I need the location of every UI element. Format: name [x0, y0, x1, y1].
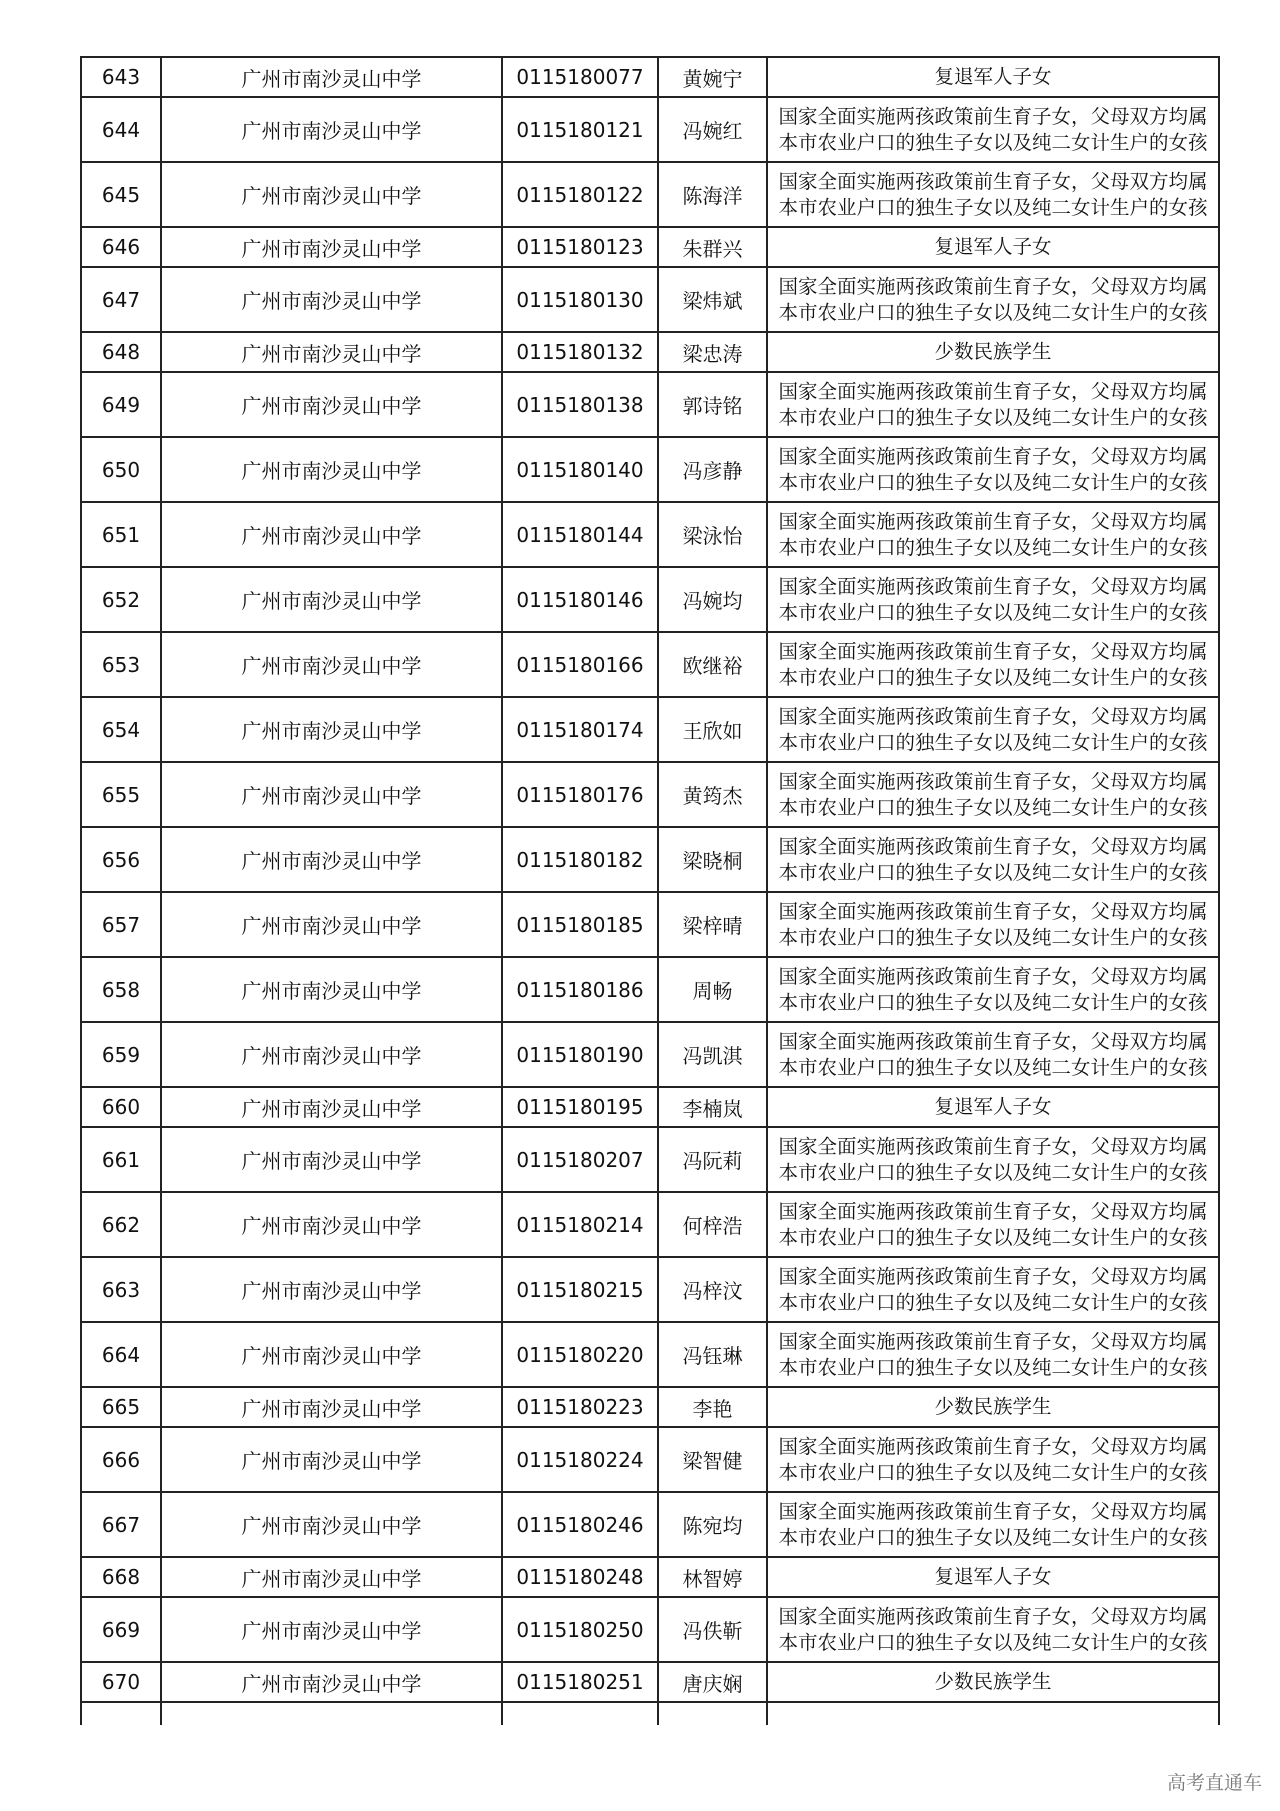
table-row — [81, 892, 1219, 957]
eligibility-category — [767, 1127, 1219, 1192]
eligibility-category — [767, 762, 1219, 827]
table-row — [81, 762, 1219, 827]
school-name: 广州市南沙灵山中学 — [161, 1427, 502, 1492]
school-name: 广州市南沙灵山中学 — [161, 1192, 502, 1257]
row-number: 659 — [81, 1022, 161, 1087]
student-name: 梁炜斌 — [658, 267, 767, 332]
table-row — [81, 372, 1219, 437]
eligibility-category-line: 本市农业户口的独生子女以及纯二女计生户的女孩 — [778, 470, 1208, 494]
row-number: 657 — [81, 892, 161, 957]
school-name: 广州市南沙灵山中学 — [161, 1322, 502, 1387]
table-row — [81, 1492, 1219, 1557]
watermark: 高考直通车 — [1166, 1772, 1262, 1794]
table-row — [81, 567, 1219, 632]
table-row — [81, 1087, 1219, 1127]
student-id: 0115180130 — [502, 267, 658, 332]
row-number: 664 — [81, 1322, 161, 1387]
row-number: 670 — [81, 1662, 161, 1702]
school-name: 广州市南沙灵山中学 — [161, 1387, 502, 1427]
student-name: 唐庆娴 — [658, 1662, 767, 1702]
empty-cell — [502, 1702, 658, 1725]
row-number: 655 — [81, 762, 161, 827]
student-id: 0115180166 — [502, 632, 658, 697]
eligibility-category-line: 本市农业户口的独生子女以及纯二女计生户的女孩 — [778, 665, 1208, 689]
eligibility-category — [767, 372, 1219, 437]
eligibility-category-line: 本市农业户口的独生子女以及纯二女计生户的女孩 — [778, 1225, 1208, 1249]
row-number: 647 — [81, 267, 161, 332]
student-name: 黄婉宁 — [658, 57, 767, 97]
student-id: 0115180250 — [502, 1597, 658, 1662]
student-name: 李艳 — [658, 1387, 767, 1427]
table-body — [81, 57, 1219, 1725]
school-name: 广州市南沙灵山中学 — [161, 1087, 502, 1127]
table-row — [81, 1192, 1219, 1257]
table-row — [81, 1127, 1219, 1192]
eligibility-category-line: 国家全面实施两孩政策前生育子女，父母双方均属 — [778, 1199, 1208, 1223]
table-row — [81, 827, 1219, 892]
student-name: 黄筠杰 — [658, 762, 767, 827]
student-name: 冯佚靳 — [658, 1597, 767, 1662]
student-id: 0115180185 — [502, 892, 658, 957]
eligibility-category — [767, 1192, 1219, 1257]
table-row — [81, 57, 1219, 97]
student-id: 0115180214 — [502, 1192, 658, 1257]
student-name: 陈宛均 — [658, 1492, 767, 1557]
eligibility-category-line: 本市农业户口的独生子女以及纯二女计生户的女孩 — [778, 795, 1208, 819]
student-id: 0115180215 — [502, 1257, 658, 1322]
school-name: 广州市南沙灵山中学 — [161, 1257, 502, 1322]
school-name: 广州市南沙灵山中学 — [161, 502, 502, 567]
eligibility-category — [767, 697, 1219, 762]
school-name: 广州市南沙灵山中学 — [161, 437, 502, 502]
eligibility-category-line: 国家全面实施两孩政策前生育子女，父母双方均属 — [778, 1264, 1208, 1288]
eligibility-category-line: 本市农业户口的独生子女以及纯二女计生户的女孩 — [778, 1290, 1208, 1314]
eligibility-category-line: 少数民族学生 — [934, 340, 1052, 363]
row-number: 667 — [81, 1492, 161, 1557]
table-row — [81, 1387, 1219, 1427]
table-row — [81, 332, 1219, 372]
eligibility-category-line: 国家全面实施两孩政策前生育子女，父母双方均属 — [778, 104, 1208, 128]
table-row — [81, 697, 1219, 762]
admission-list-table-container — [80, 56, 1208, 1725]
student-id: 0115180174 — [502, 697, 658, 762]
eligibility-category-line: 本市农业户口的独生子女以及纯二女计生户的女孩 — [778, 535, 1208, 559]
student-id: 0115180220 — [502, 1322, 658, 1387]
school-name: 广州市南沙灵山中学 — [161, 697, 502, 762]
student-name: 冯钰琳 — [658, 1322, 767, 1387]
eligibility-category — [767, 1322, 1219, 1387]
school-name: 广州市南沙灵山中学 — [161, 892, 502, 957]
eligibility-category-line: 本市农业户口的独生子女以及纯二女计生户的女孩 — [778, 925, 1208, 949]
school-name: 广州市南沙灵山中学 — [161, 1557, 502, 1597]
row-number: 648 — [81, 332, 161, 372]
school-name: 广州市南沙灵山中学 — [161, 1662, 502, 1702]
eligibility-category-line: 本市农业户口的独生子女以及纯二女计生户的女孩 — [778, 1160, 1208, 1184]
eligibility-category-line: 复退军人子女 — [934, 1565, 1052, 1588]
school-name: 广州市南沙灵山中学 — [161, 97, 502, 162]
table-row — [81, 1662, 1219, 1702]
eligibility-category — [767, 1597, 1219, 1662]
table-row — [81, 632, 1219, 697]
empty-cell — [81, 1702, 161, 1725]
table-row — [81, 97, 1219, 162]
eligibility-category-line: 本市农业户口的独生子女以及纯二女计生户的女孩 — [778, 1460, 1208, 1484]
school-name: 广州市南沙灵山中学 — [161, 57, 502, 97]
student-name: 王欣如 — [658, 697, 767, 762]
eligibility-category — [767, 502, 1219, 567]
student-id: 0115180140 — [502, 437, 658, 502]
school-name: 广州市南沙灵山中学 — [161, 1127, 502, 1192]
eligibility-category-line: 国家全面实施两孩政策前生育子女，父母双方均属 — [778, 704, 1208, 728]
table-row — [81, 1557, 1219, 1597]
student-name: 何梓浩 — [658, 1192, 767, 1257]
row-number: 663 — [81, 1257, 161, 1322]
student-name: 冯彦静 — [658, 437, 767, 502]
row-number: 665 — [81, 1387, 161, 1427]
student-id: 0115180182 — [502, 827, 658, 892]
eligibility-category-line: 国家全面实施两孩政策前生育子女，父母双方均属 — [778, 1434, 1208, 1458]
admission-list-table — [80, 56, 1220, 1725]
student-id: 0115180077 — [502, 57, 658, 97]
continuation-row — [81, 1702, 1219, 1725]
student-name: 冯婉均 — [658, 567, 767, 632]
eligibility-category — [767, 437, 1219, 502]
row-number: 656 — [81, 827, 161, 892]
eligibility-category-line: 国家全面实施两孩政策前生育子女，父母双方均属 — [778, 1029, 1208, 1053]
eligibility-category — [767, 97, 1219, 162]
eligibility-category-line: 本市农业户口的独生子女以及纯二女计生户的女孩 — [778, 1055, 1208, 1079]
student-name: 朱群兴 — [658, 227, 767, 267]
student-id: 0115180224 — [502, 1427, 658, 1492]
row-number: 661 — [81, 1127, 161, 1192]
eligibility-category-line: 本市农业户口的独生子女以及纯二女计生户的女孩 — [778, 990, 1208, 1014]
eligibility-category — [767, 1492, 1219, 1557]
student-id: 0115180207 — [502, 1127, 658, 1192]
eligibility-category-line: 复退军人子女 — [934, 235, 1052, 258]
student-name: 梁泳怡 — [658, 502, 767, 567]
row-number: 643 — [81, 57, 161, 97]
school-name: 广州市南沙灵山中学 — [161, 632, 502, 697]
student-id: 0115180121 — [502, 97, 658, 162]
student-name: 冯梓汶 — [658, 1257, 767, 1322]
row-number: 646 — [81, 227, 161, 267]
eligibility-category — [767, 1557, 1219, 1597]
school-name: 广州市南沙灵山中学 — [161, 762, 502, 827]
eligibility-category-line: 国家全面实施两孩政策前生育子女，父母双方均属 — [778, 169, 1208, 193]
student-name: 欧继裕 — [658, 632, 767, 697]
empty-cell — [767, 1702, 1219, 1725]
row-number: 653 — [81, 632, 161, 697]
eligibility-category — [767, 632, 1219, 697]
student-id: 0115180138 — [502, 372, 658, 437]
student-id: 0115180251 — [502, 1662, 658, 1702]
student-name: 周畅 — [658, 957, 767, 1022]
school-name: 广州市南沙灵山中学 — [161, 567, 502, 632]
row-number: 645 — [81, 162, 161, 227]
eligibility-category-line: 国家全面实施两孩政策前生育子女，父母双方均属 — [778, 639, 1208, 663]
row-number: 652 — [81, 567, 161, 632]
eligibility-category — [767, 1662, 1219, 1702]
eligibility-category-line: 本市农业户口的独生子女以及纯二女计生户的女孩 — [778, 730, 1208, 754]
student-id: 0115180190 — [502, 1022, 658, 1087]
eligibility-category — [767, 1087, 1219, 1127]
eligibility-category — [767, 1022, 1219, 1087]
table-row — [81, 267, 1219, 332]
student-name: 梁晓桐 — [658, 827, 767, 892]
row-number: 658 — [81, 957, 161, 1022]
table-row — [81, 1022, 1219, 1087]
eligibility-category — [767, 332, 1219, 372]
student-id: 0115180176 — [502, 762, 658, 827]
student-name: 梁梓晴 — [658, 892, 767, 957]
eligibility-category-line: 国家全面实施两孩政策前生育子女，父母双方均属 — [778, 274, 1208, 298]
empty-cell — [161, 1702, 502, 1725]
eligibility-category — [767, 892, 1219, 957]
eligibility-category-line: 国家全面实施两孩政策前生育子女，父母双方均属 — [778, 834, 1208, 858]
school-name: 广州市南沙灵山中学 — [161, 162, 502, 227]
eligibility-category — [767, 162, 1219, 227]
school-name: 广州市南沙灵山中学 — [161, 1022, 502, 1087]
student-name: 冯婉红 — [658, 97, 767, 162]
eligibility-category-line: 国家全面实施两孩政策前生育子女，父母双方均属 — [778, 769, 1208, 793]
eligibility-category-line: 少数民族学生 — [934, 1395, 1052, 1418]
table-row — [81, 162, 1219, 227]
eligibility-category-line: 国家全面实施两孩政策前生育子女，父母双方均属 — [778, 899, 1208, 923]
eligibility-category-line: 本市农业户口的独生子女以及纯二女计生户的女孩 — [778, 300, 1208, 324]
eligibility-category — [767, 267, 1219, 332]
eligibility-category — [767, 1427, 1219, 1492]
table-row — [81, 1427, 1219, 1492]
eligibility-category — [767, 827, 1219, 892]
table-row — [81, 502, 1219, 567]
student-name: 陈海洋 — [658, 162, 767, 227]
row-number: 651 — [81, 502, 161, 567]
eligibility-category-line: 国家全面实施两孩政策前生育子女，父母双方均属 — [778, 379, 1208, 403]
student-name: 郭诗铭 — [658, 372, 767, 437]
row-number: 650 — [81, 437, 161, 502]
student-id: 0115180123 — [502, 227, 658, 267]
student-name: 梁智健 — [658, 1427, 767, 1492]
row-number: 644 — [81, 97, 161, 162]
eligibility-category-line: 国家全面实施两孩政策前生育子女，父母双方均属 — [778, 1604, 1208, 1628]
table-row — [81, 1322, 1219, 1387]
student-id: 0115180146 — [502, 567, 658, 632]
student-name: 冯阮莉 — [658, 1127, 767, 1192]
eligibility-category — [767, 567, 1219, 632]
eligibility-category-line: 国家全面实施两孩政策前生育子女，父母双方均属 — [778, 964, 1208, 988]
eligibility-category-line: 国家全面实施两孩政策前生育子女，父母双方均属 — [778, 1329, 1208, 1353]
row-number: 662 — [81, 1192, 161, 1257]
student-name: 林智婷 — [658, 1557, 767, 1597]
school-name: 广州市南沙灵山中学 — [161, 332, 502, 372]
eligibility-category-line: 国家全面实施两孩政策前生育子女，父母双方均属 — [778, 1499, 1208, 1523]
eligibility-category-line: 本市农业户口的独生子女以及纯二女计生户的女孩 — [778, 1355, 1208, 1379]
student-id: 0115180223 — [502, 1387, 658, 1427]
student-id: 0115180132 — [502, 332, 658, 372]
student-name: 李楠岚 — [658, 1087, 767, 1127]
student-id: 0115180246 — [502, 1492, 658, 1557]
empty-cell — [658, 1702, 767, 1725]
table-row — [81, 437, 1219, 502]
student-id: 0115180186 — [502, 957, 658, 1022]
eligibility-category — [767, 957, 1219, 1022]
row-number: 666 — [81, 1427, 161, 1492]
eligibility-category-line: 复退军人子女 — [934, 1095, 1052, 1118]
eligibility-category — [767, 57, 1219, 97]
eligibility-category — [767, 1387, 1219, 1427]
eligibility-category-line: 本市农业户口的独生子女以及纯二女计生户的女孩 — [778, 130, 1208, 154]
student-name: 梁忠涛 — [658, 332, 767, 372]
school-name: 广州市南沙灵山中学 — [161, 827, 502, 892]
eligibility-category-line: 本市农业户口的独生子女以及纯二女计生户的女孩 — [778, 405, 1208, 429]
row-number: 668 — [81, 1557, 161, 1597]
eligibility-category-line: 少数民族学生 — [934, 1670, 1052, 1693]
school-name: 广州市南沙灵山中学 — [161, 1492, 502, 1557]
table-row — [81, 227, 1219, 267]
eligibility-category-line: 本市农业户口的独生子女以及纯二女计生户的女孩 — [778, 600, 1208, 624]
eligibility-category-line: 国家全面实施两孩政策前生育子女，父母双方均属 — [778, 444, 1208, 468]
row-number: 660 — [81, 1087, 161, 1127]
row-number: 654 — [81, 697, 161, 762]
eligibility-category-line: 国家全面实施两孩政策前生育子女，父母双方均属 — [778, 509, 1208, 533]
table-row — [81, 957, 1219, 1022]
school-name: 广州市南沙灵山中学 — [161, 1597, 502, 1662]
eligibility-category-line: 复退军人子女 — [934, 65, 1052, 88]
table-row — [81, 1257, 1219, 1322]
student-id: 0115180144 — [502, 502, 658, 567]
student-id: 0115180122 — [502, 162, 658, 227]
eligibility-category-line: 国家全面实施两孩政策前生育子女，父母双方均属 — [778, 574, 1208, 598]
eligibility-category — [767, 1257, 1219, 1322]
student-id: 0115180248 — [502, 1557, 658, 1597]
student-name: 冯凯淇 — [658, 1022, 767, 1087]
eligibility-category-line: 本市农业户口的独生子女以及纯二女计生户的女孩 — [778, 1525, 1208, 1549]
school-name: 广州市南沙灵山中学 — [161, 372, 502, 437]
school-name: 广州市南沙灵山中学 — [161, 267, 502, 332]
row-number: 649 — [81, 372, 161, 437]
table-row — [81, 1597, 1219, 1662]
eligibility-category-line: 本市农业户口的独生子女以及纯二女计生户的女孩 — [778, 860, 1208, 884]
eligibility-category-line: 国家全面实施两孩政策前生育子女，父母双方均属 — [778, 1134, 1208, 1158]
eligibility-category — [767, 227, 1219, 267]
school-name: 广州市南沙灵山中学 — [161, 227, 502, 267]
row-number: 669 — [81, 1597, 161, 1662]
eligibility-category-line: 本市农业户口的独生子女以及纯二女计生户的女孩 — [778, 195, 1208, 219]
school-name: 广州市南沙灵山中学 — [161, 957, 502, 1022]
student-id: 0115180195 — [502, 1087, 658, 1127]
eligibility-category-line: 本市农业户口的独生子女以及纯二女计生户的女孩 — [778, 1630, 1208, 1654]
